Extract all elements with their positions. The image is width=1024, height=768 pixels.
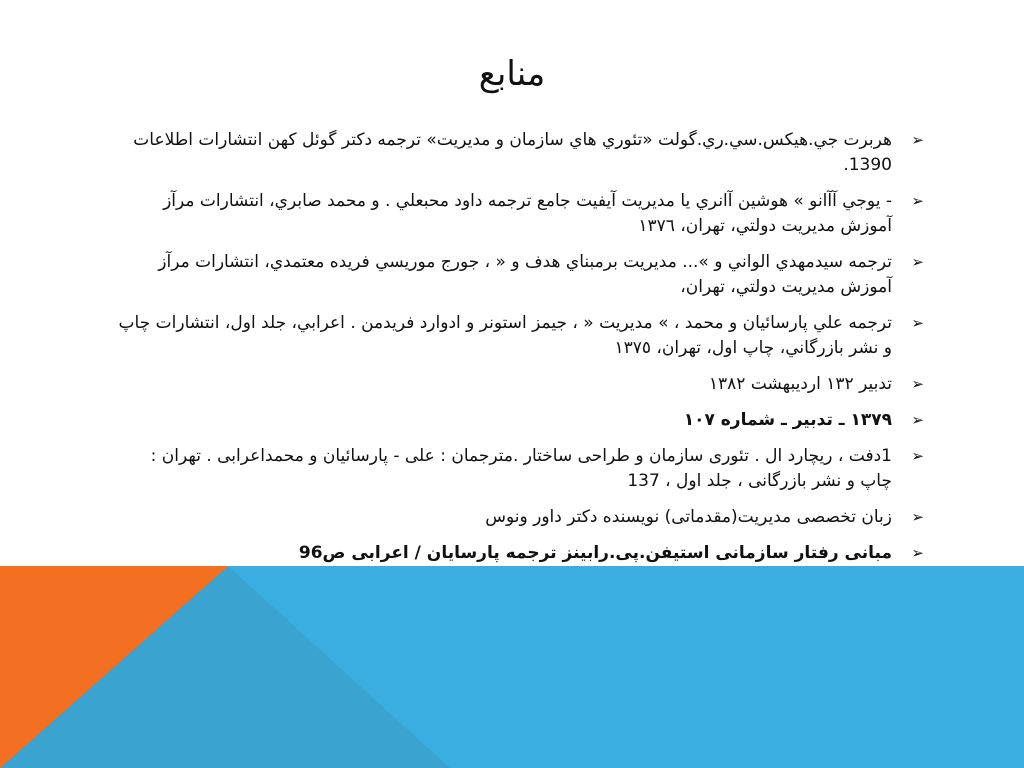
reference-text: زبان تخصصی مدیریت(مقدماتی) نویسنده دکتر داور ونوس: [485, 507, 892, 527]
reference-text: ترجمه علي پارسائيان و محمد ، » مديريت « ، جيمز استونر و ادوارد فريدمن . اعرابي، جلد اول، انتشارات چاپ و نشر بازرگاني، چاپ اول، تهران، ١٣٧٥: [118, 313, 892, 358]
reference-item: [118, 372, 924, 397]
arrow-bullet-icon: ➢: [911, 447, 924, 465]
reference-text: تدبير ١٣٢ ارديبهشت ١٣٨٢: [708, 374, 892, 394]
reference-item: [118, 408, 924, 433]
arrow-bullet-icon: ➢: [911, 411, 924, 429]
reference-text: ترجمه سيدمهدي الواني و »... مديريت برمبناي هدف و « ، جورج موريسي فريده معتمدي، انتشارات مرآز آموزش مديريت دولتي، تهران،: [158, 252, 892, 297]
arrow-bullet-icon: ➢: [911, 192, 924, 210]
reference-item: [118, 505, 924, 530]
reference-item: [118, 444, 924, 494]
arrow-bullet-icon: ➢: [911, 314, 924, 332]
arrow-bullet-icon: ➢: [911, 253, 924, 271]
reference-item: [118, 250, 924, 300]
arrow-bullet-icon: ➢: [911, 375, 924, 393]
reference-text: هربرت جي.هيكس.سي.ري.گولت «تئوري هاي سازمان و مديريت» ترجمه دكتر گوئل كهن انتشارات اطلاعات 1390.: [133, 130, 892, 175]
references-list: [118, 128, 924, 577]
slide-title: منابع: [478, 54, 546, 94]
reference-item: [118, 541, 924, 566]
arrow-bullet-icon: ➢: [911, 544, 924, 562]
arrow-bullet-icon: ➢: [911, 131, 924, 149]
reference-item: [118, 128, 924, 178]
reference-item: [118, 189, 924, 239]
reference-text: ١٣٧٩ ـ تدبير ـ شماره ١٠٧: [683, 410, 892, 430]
reference-text: 1دفت ، ريچارد ال . تئوری سازمان و طراحی ساختار .مترجمان : علی - پارسائیان و محمداعرابی . تهران : چاپ و نشر بازرگانی ، جلد اول ، 137: [150, 446, 892, 491]
reference-text: مبانی رفتار سازمانی استیفن.پی.رابینز ترجمه پارسایان / اعرابی ص96: [298, 543, 892, 563]
reference-text: - يوجي آآانو » هوشين آانري يا مديريت آيفيت جامع ترجمه داود محبعلي . و محمد صابري، انتشارات مرآز آموزش مديريت دولتي، تهران، ١٣٧٦: [163, 191, 892, 236]
reference-item: [118, 311, 924, 361]
arrow-bullet-icon: ➢: [911, 508, 924, 526]
